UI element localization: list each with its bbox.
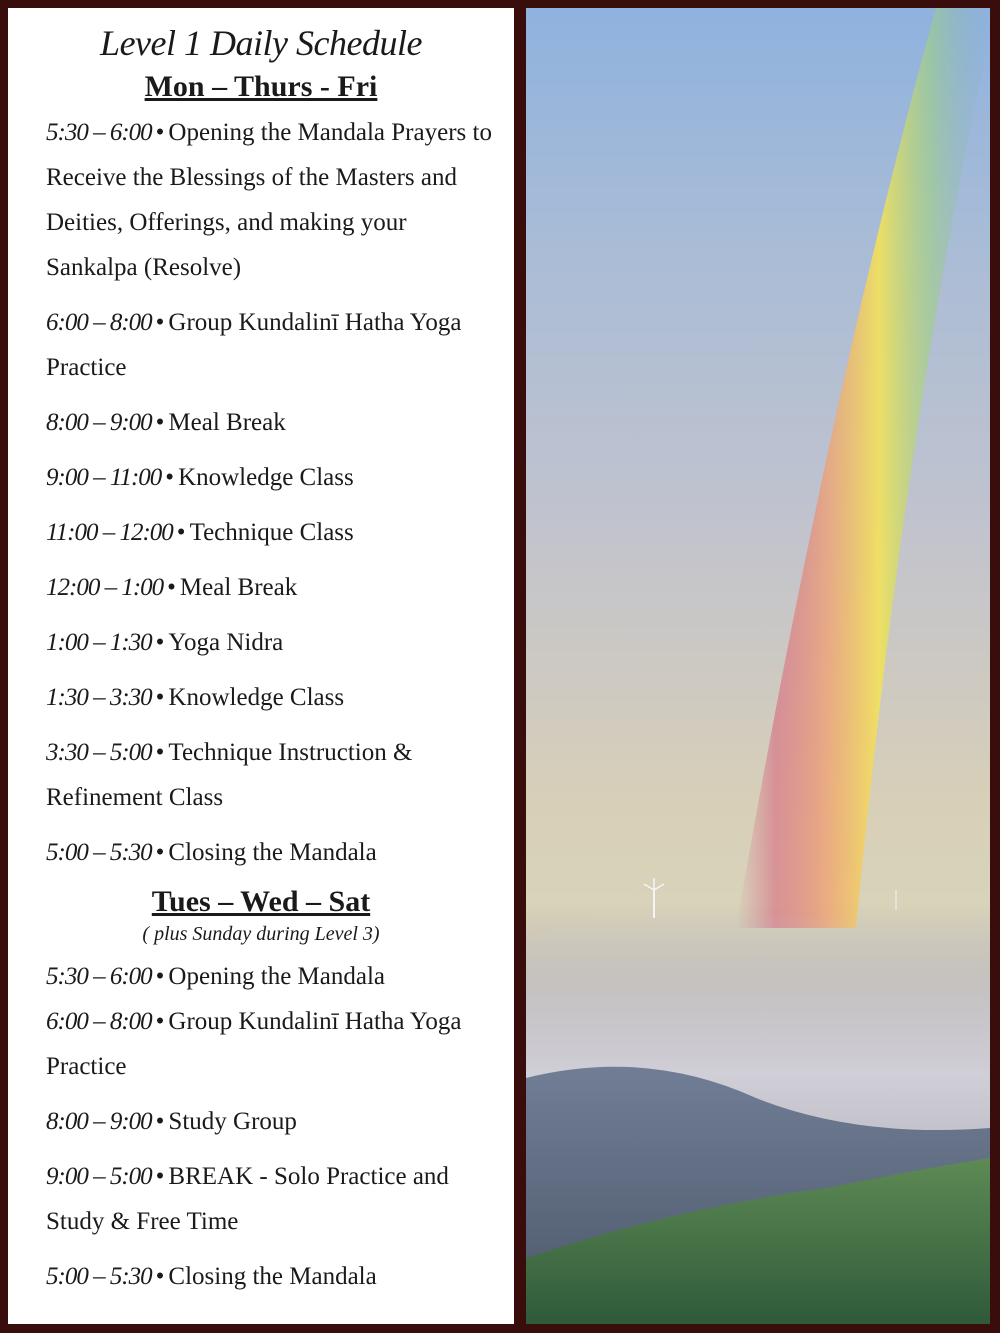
entry-time: 8:00 – 9:00 [46, 409, 152, 436]
entry-text: Group Kundalinī Hatha Yoga Practice [46, 309, 462, 381]
entry-time: 1:30 – 3:30 [46, 684, 152, 711]
entry-text: Knowledge Class [178, 464, 354, 491]
entry-time: 5:00 – 5:30 [46, 1263, 152, 1290]
schedule-entry [46, 1099, 496, 1144]
schedule-panel [8, 8, 514, 1324]
bullet-icon: • [155, 1263, 165, 1290]
entry-time: 6:00 – 8:00 [46, 309, 152, 336]
schedule-entry [46, 300, 496, 390]
entry-text: Opening the Mandala [168, 963, 386, 990]
bullet-icon: • [155, 119, 165, 146]
entry-time: 12:00 – 1:00 [46, 574, 164, 601]
bullet-icon: • [176, 519, 186, 546]
entry-time: 11:00 – 12:00 [46, 519, 173, 546]
bullet-icon: • [155, 1163, 165, 1190]
section-heading-tues-wed-sat: Tues – Wed – Sat [151, 885, 371, 918]
schedule-entry [46, 565, 496, 610]
bullet-icon: • [155, 839, 165, 866]
schedule-list-mon-thurs-fri [46, 110, 496, 875]
bullet-icon: • [167, 574, 176, 601]
bullet-icon: • [155, 309, 165, 336]
schedule-entry [46, 954, 496, 999]
entry-time: 3:30 – 5:00 [46, 739, 152, 766]
entry-text: Study Group [168, 1108, 297, 1135]
entry-time: 5:30 – 6:00 [46, 963, 152, 990]
schedule-entry [46, 400, 496, 445]
entry-text: Opening the Mandala Prayers to Receive the Blessings of the Masters and Deities, Offerings, and making your Sankalpa (Resolve) [46, 119, 492, 281]
schedule-entry [46, 999, 496, 1089]
bullet-icon: • [165, 464, 175, 491]
entry-text: Technique Instruction & Refinement Class [46, 739, 413, 811]
entry-text: Knowledge Class [168, 684, 345, 711]
rainbow-photo [526, 8, 990, 1324]
schedule-entry [46, 730, 496, 820]
schedule-entry [46, 510, 496, 555]
entry-text: Technique Class [189, 519, 354, 546]
section-note: ( plus Sunday during Level 3) [142, 923, 380, 945]
bullet-icon: • [155, 1008, 165, 1035]
entry-time: 5:30 – 6:00 [46, 119, 152, 146]
schedule-entry [46, 110, 496, 290]
section-heading-mon-thurs-fri: Mon – Thurs - Fri [144, 70, 378, 103]
schedule-entry [46, 620, 496, 665]
schedule-entry [46, 455, 496, 500]
page-title: Level 1 Daily Schedule [100, 23, 422, 63]
schedule-entry [46, 1154, 496, 1244]
schedule-list-tues-wed-sat [46, 954, 496, 1299]
bullet-icon: • [155, 409, 165, 436]
entry-time: 9:00 – 5:00 [46, 1163, 152, 1190]
entry-text: Group Kundalinī Hatha Yoga Practice [46, 1008, 462, 1080]
entry-text: Meal Break [168, 409, 286, 436]
schedule-entry [46, 675, 496, 720]
entry-time: 1:00 – 1:30 [46, 629, 152, 656]
entry-time: 6:00 – 8:00 [46, 1008, 152, 1035]
rainbow-landscape-illustration [526, 8, 990, 1324]
entry-text: BREAK - Solo Practice and Study & Free Time [46, 1163, 449, 1235]
frame-divider [514, 8, 526, 1324]
entry-time: 9:00 – 11:00 [46, 464, 162, 491]
bullet-icon: • [155, 684, 165, 711]
schedule-entry [46, 830, 496, 875]
entry-text: Yoga Nidra [168, 629, 284, 656]
bullet-icon: • [155, 1108, 165, 1135]
schedule-entry [46, 1254, 496, 1299]
entry-text: Meal Break [179, 574, 298, 601]
rainbow-arc [736, 8, 990, 928]
entry-text: Closing the Mandala [168, 1263, 377, 1290]
bullet-icon: • [155, 629, 165, 656]
bullet-icon: • [155, 739, 165, 766]
entry-time: 8:00 – 9:00 [46, 1108, 152, 1135]
entry-text: Closing the Mandala [168, 839, 377, 866]
bullet-icon: • [155, 963, 165, 990]
entry-time: 5:00 – 5:30 [46, 839, 152, 866]
